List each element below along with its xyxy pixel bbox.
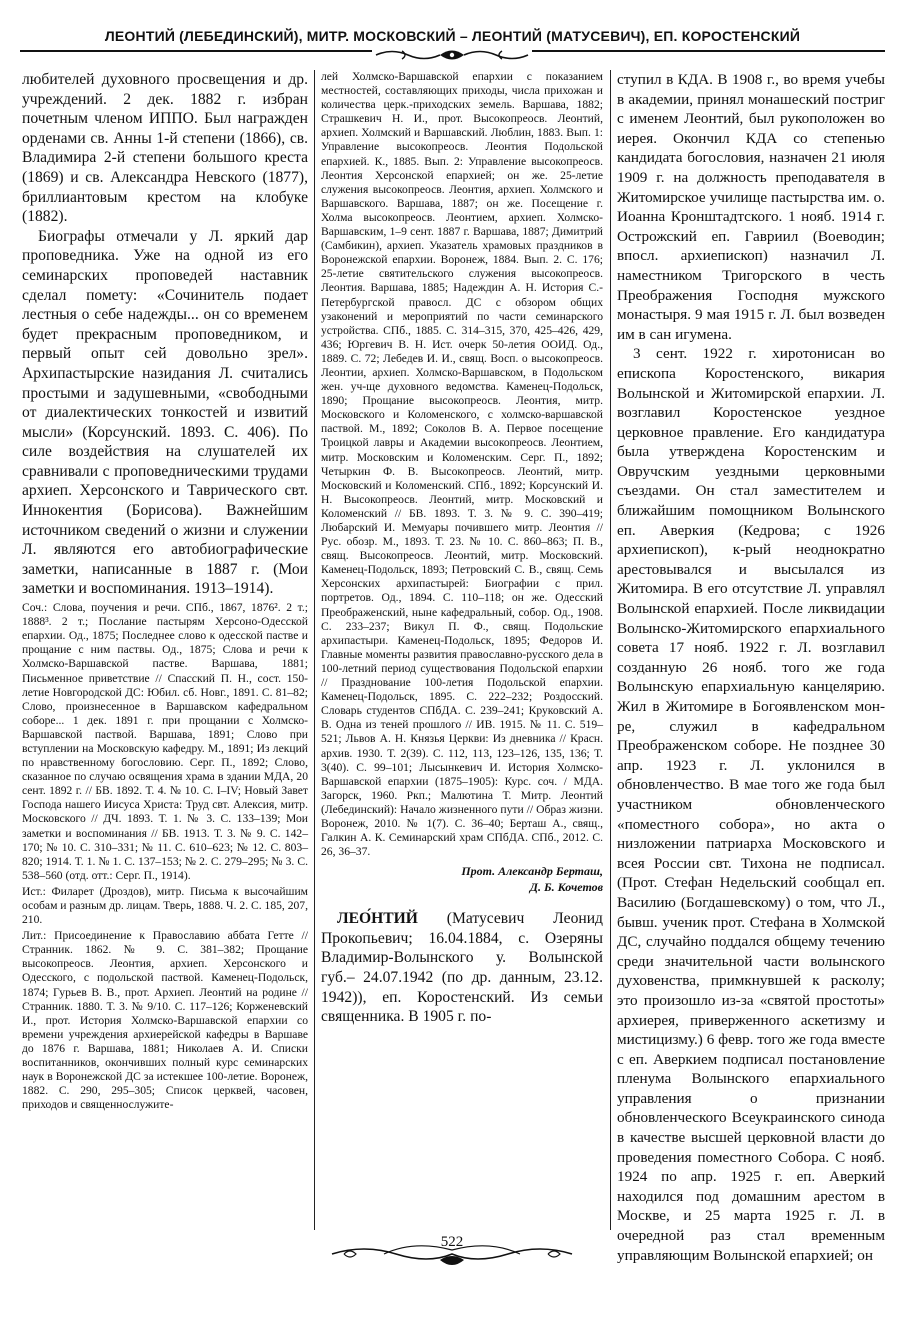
literature-list-continued: лей Холмско-Варшавской епархии с показанием местностей, составляющих приходы, числа прихожан и количества церк.-приходских земель. Варшава, 1882; Страшкевич Н. И., прот. Высокопреосв. Леонтий, архиеп. Холмский и Варшавский. Люблин, 1883. Вып. 1: Управление высокопреосв. Леонтия Подольской епархией. К., 1885. Вып. 2: Управление высокопреосв. Леонтия Херсонской епархией; он же. 25-летие служения высокопреосв. Леонтия, архиеп. Холмского и Варшавского. Варшава, 1887; он же. Посещение г. Холма высокопреосв. Леонтием, архиеп. Холмско-Варшавским, 1–9 сент. 1887 г. Варшава, 1887; Димитрий (Самбикин), архиеп. Указатель храмовых праздников в Воронежской епархии. Воронеж, 1884. Вып. 2. С. 176; 25-летие святительского служения высокопреосв. Леонтия. Варшава, 1885; Надеждин А. Н. История С.-Петербургской правосл. ДС с обзором общих узаконений и мероприятий по части семинарского устройства. СПб., 1885. С. 314–315, 370, 425–426, 429, 436; Юргевич В. Н. Ист. очерк 50-летия ООИД. Од., 1889. С. 72; Лебедев И. И., свящ. Восп. о высокопреосв. Леонтии, архиеп. Холмско-Варшавском, в Подольском жен. уч-ще духовного ведомства. Каменец-Подольск, 1890; Прощание высокопреосв. Леонтия, митр. Московского и Коломенского, с холмско-варшавской паствой. М., 1892; Соколов В. А. Первое посещение Троицкой лавры и Академии высокопреосв. Леонтием, митр. Московским и Коломенским. Серг. П., 1892; Четыркин Ф. В. Высокопреосв. Леонтий, митр. Московский и Коломенский. СПб., 1892; Корсунский И. Н. Высокопреосв. Леонтий, митр. Московский и Коломенский // БВ. 1893. Т. 3. № 9. С. 390–419; Любарский И. Мемуары почившего митр. Леонтия // Рус. обозр. М., 1893. Т. 23. № 10. С. 860–863; П. В., свящ. Высокопреосв. Леонтий, митр. Московский. Каменец-Подольск, 1893; Петровский С. В., свящ. Семь Херсонских архипастырей: Биографии с прил. портретов. Од., 1894. С. 110–118; он же. Одесский Преображенский, ныне кафедральный, собор. Од., 1908. С. 233–237; Викул П. Ф., свящ. Подольские архипастыри. Каменец-Подольск, 1895; Федоров И. Главные моменты развития православно-русского дела в 100-летний период существования Подольской епархии // Празднование 100-летия Подольской епархии. Каменец-Подольск, 1895. С. 222–232; Роздосский. Словарь студентов СПбДА. С. 239–241; Круковский А. В. Одна из теней прошлого // ИВ. 1915. № 11. С. 519–521; Львов А. Н. Князья Церкви: Из дневника // Красн. архив. 1930. Т. 2(39). С. 112, 113, 123–126, 135, 136; Т. 3(40). С. 99–101; Лысынкевич И. История Холмско-Варшавской епархии (1875–1905): Курс. соч. / МДА. Загорск, 1960. Ркп.; Малютина Т. Митр. Леонтий (Лебединский): Начало жизненного пути // Образ жизни. Воронеж, 2010. № 1(7). С. 36–40; Берташ А., свящ., Галкин А. К. Семинарский храм СПбДА. СПб., 2012. С. 26, 36–37. (321, 70, 603, 859)
paragraph: ступил в КДА. В 1908 г., во время учебы в академии, принял монашеский постриг с именем Леонтий, был рукоположен во иерея. Окончил КДА со степенью кандидата богословия, назначен 21 июля 1909 г. на должность преподавателя в Житомирское училище пастырства им. о. Иоанна Кронштадтского. 1 нояб. 1914 г. Острожский еп. Гавриил (Воеводин; впосл. архиепископ) назначил Л. наместником Тригорского в честь Преображения Господня мужского монастыря. 9 мая 1915 г. Л. был возведен им в сан игумена. (617, 71, 885, 343)
ornament-header-icon (372, 47, 532, 63)
column-separator-1 (314, 70, 315, 1230)
entry-text: (Матусевич Леонид Прокопьевич; 16.04.1884, с. Озеряны Владимир-Волынского у. Волынской губ.– 24.07.1942 (по др. данным, 23.12. 1942)), еп. Коростенский. Из семьи священника. В 1905 г. по- (321, 910, 603, 1026)
author-signature-2: Д. Б. Кочетов (529, 880, 603, 895)
column-3 (617, 70, 885, 1265)
paragraph: 3 сент. 1922 г. хиротонисан во епископа Коростенского, викария Волынской и Житомирской епархии. Л. возглавил Коростенское уездное церковное правление. Его кандидатура была утверждена Коростенским и Овручским уездными церковными съездами. Он стал заместителем и ближайшим помощником Волынского еп. Аверкия (Кедрова; с 1926 архиепископ), к-рый неоднократно арестовывался и высылался из Житомира. В его отсутствие Л. управлял Волынской епархией. После ликвидации Волынско-Житомирского епархиального совета 17 нояб. 1922 г. Л. возглавил созданную 26 нояб. того же года Волынскую епархиальную канцелярию. Жил в Житомире в Богоявленском мон-ре, служил в кафедральном Преображенском соборе. Не позднее 30 апр. 1923 г. Л. уклонился в обновленчество. В мае того же года был участником обновленческого «поместного собора», но акта о низложении патриарха Московского и всея России свт. Тихона не подписал. (Прот. Стефан Недельский сообщал еп. Василию (Богдашевскому) о том, что Л., бывш. ученик прот. Стефана в Холмской ДС, случайно поддался общему течению среди значительной части волынского духовенства, примкнувшей к расколу; это произошло из-за «святой простоты» архиерея, приверженного аскетизму и мистицизму.) 6 февр. того же года вместе с еп. Аверкием подписал постановление пленума Волынского епархиального управления о признании обновленческого Всеукраинского синода в качестве высшей церковной власти до проведения поместного Собора. С нояб. 1924 по апр. 1925 г. еп. Аверкий находился под домашним арестом в Москве, и 25 марта 1925 г. Л. в очередной раз стал временным управляющим Волынской епархией; он (617, 345, 885, 1264)
sources-list: Ист.: Филарет (Дроздов), митр. Письма к высочайшим особам и разным др. лицам. Тверь, 1888. Ч. 2. С. 185, 207, 210. (22, 884, 308, 927)
running-header: ЛЕОНТИЙ (ЛЕБЕДИНСКИЙ), МИТР. МОСКОВСКИЙ – ЛЕОНТИЙ (МАТУСЕВИЧ), ЕП. КОРОСТЕНСКИЙ (104, 28, 801, 44)
entry-headword: ЛЕО́НТИЙ (337, 910, 418, 928)
column-1 (22, 70, 308, 1112)
paragraph: Биографы отмечали у Л. яркий дар проповедника. Уже на одной из его семинарских проповедей наставник сделал помету: «Сочинитель подает лестныя о себе надежды... он со временем будет прекрасным проповедником, и первый опыт сей довольно зрел». Архипастырские назидания Л. считались простыми и задушевными, «свободными от диалектических тонкостей и извитий мысли» (Корсунский. 1893. С. 406). По силе воздействия на слушателей их сравнивали с проповедническими трудами архиеп. Херсонского и Таврического свт. Иннокентия (Борисова). Важнейшим источником сведений о жизни и служении Л. являются его автобиографические заметки, написанные в 1887 г. (Мои заметки и воспоминания. 1913–1914). (22, 227, 308, 598)
author-signature-1: Прот. Александр Берташ, (461, 864, 603, 879)
works-list: Соч.: Слова, поучения и речи. СПб., 1867, 1876². 2 т.; 1888³. 2 т.; Послание пастырям Херсоно-Одесской епархии. Од., 1875; Последнее слово к одесской пастве и прощание с ним паствы. Од., 1875; Слова и речи к Холмско-Варшавской пастве. Варшава, 1881; Письменное приветствие // Спасский П. Н., сост. 150-летие Новгородской ДС: Юбил. сб. Новг., 1891. С. 81–82; Слово, произнесенное в Варшавском кафедральном соборе... 1 дек. 1891 г. при прощании с Холмско-Варшавской паствой. Варшава, 1891; Слово при вступлении на Московскую кафедру. М., 1891; Из лекций по нравственному богословию. Серг. П., 1892; Слово, сказанное по случаю освящения храма в здании МДА, 20 сент. 1892 г. // БВ. 1892. Т. 4. № 10. С. I–IV; Новый Завет Господа нашего Иисуса Христа: Труд свт. Алексия, митр. Московского // ДЧ. 1893. Т. 1. № 3. С. 133–139; Мои заметки и воспоминания // БВ. 1913. Т. 3. № 9. С. 142–170; № 10. С. 310–331; № 11. С. 610–623; № 12. С. 803–820; 1914. Т. 1. № 1. С. 137–153; № 2. С. 279–295; № 3. С. 538–560 (отд. отт.: Серг. П., 1914). (22, 601, 308, 882)
literature-list: Лит.: Присоединение к Православию аббата Гетте // Странник. 1862. № 9. С. 381–382; Прощание высокопреосв. Леонтия, архиеп. Херсонского и Одесского, с подольской паствой. Каменец-Подольск, 1874; Гурьев В. В., прот. Архиеп. Леонтий на родине // Странник. 1880. Т. 3. № 9/10. С. 117–126; Корженевский И., прот. История Холмско-Варшавской епархии со времени учреждения архиерейской кафедры в Варшаве до 1876 г. Варшава, 1881; Николаев А. И. Списки воспитанников, окончивших полный курс семинарских наук в Воронежской ДС за истекшее 100-летие. Воронеж, 1882. С. 290, 295–305; Список церквей, часовен, приходов и священнослужите- (22, 929, 308, 1112)
paragraph: любителей духовного просвещения и др. учреждений. 2 дек. 1882 г. избран почетным членом ИППО. Был награжден орденами св. Анны 1-й степени (1866), св. Владимира 2-й степени большого креста (1869) и св. Александра Невского (1877), бриллиантовым крестом на клобуке (1882). (22, 71, 308, 226)
column-2 (321, 70, 603, 1042)
column-separator-2 (610, 70, 611, 1230)
page-number: 522 (440, 1234, 464, 1250)
entry-start (321, 909, 603, 1027)
